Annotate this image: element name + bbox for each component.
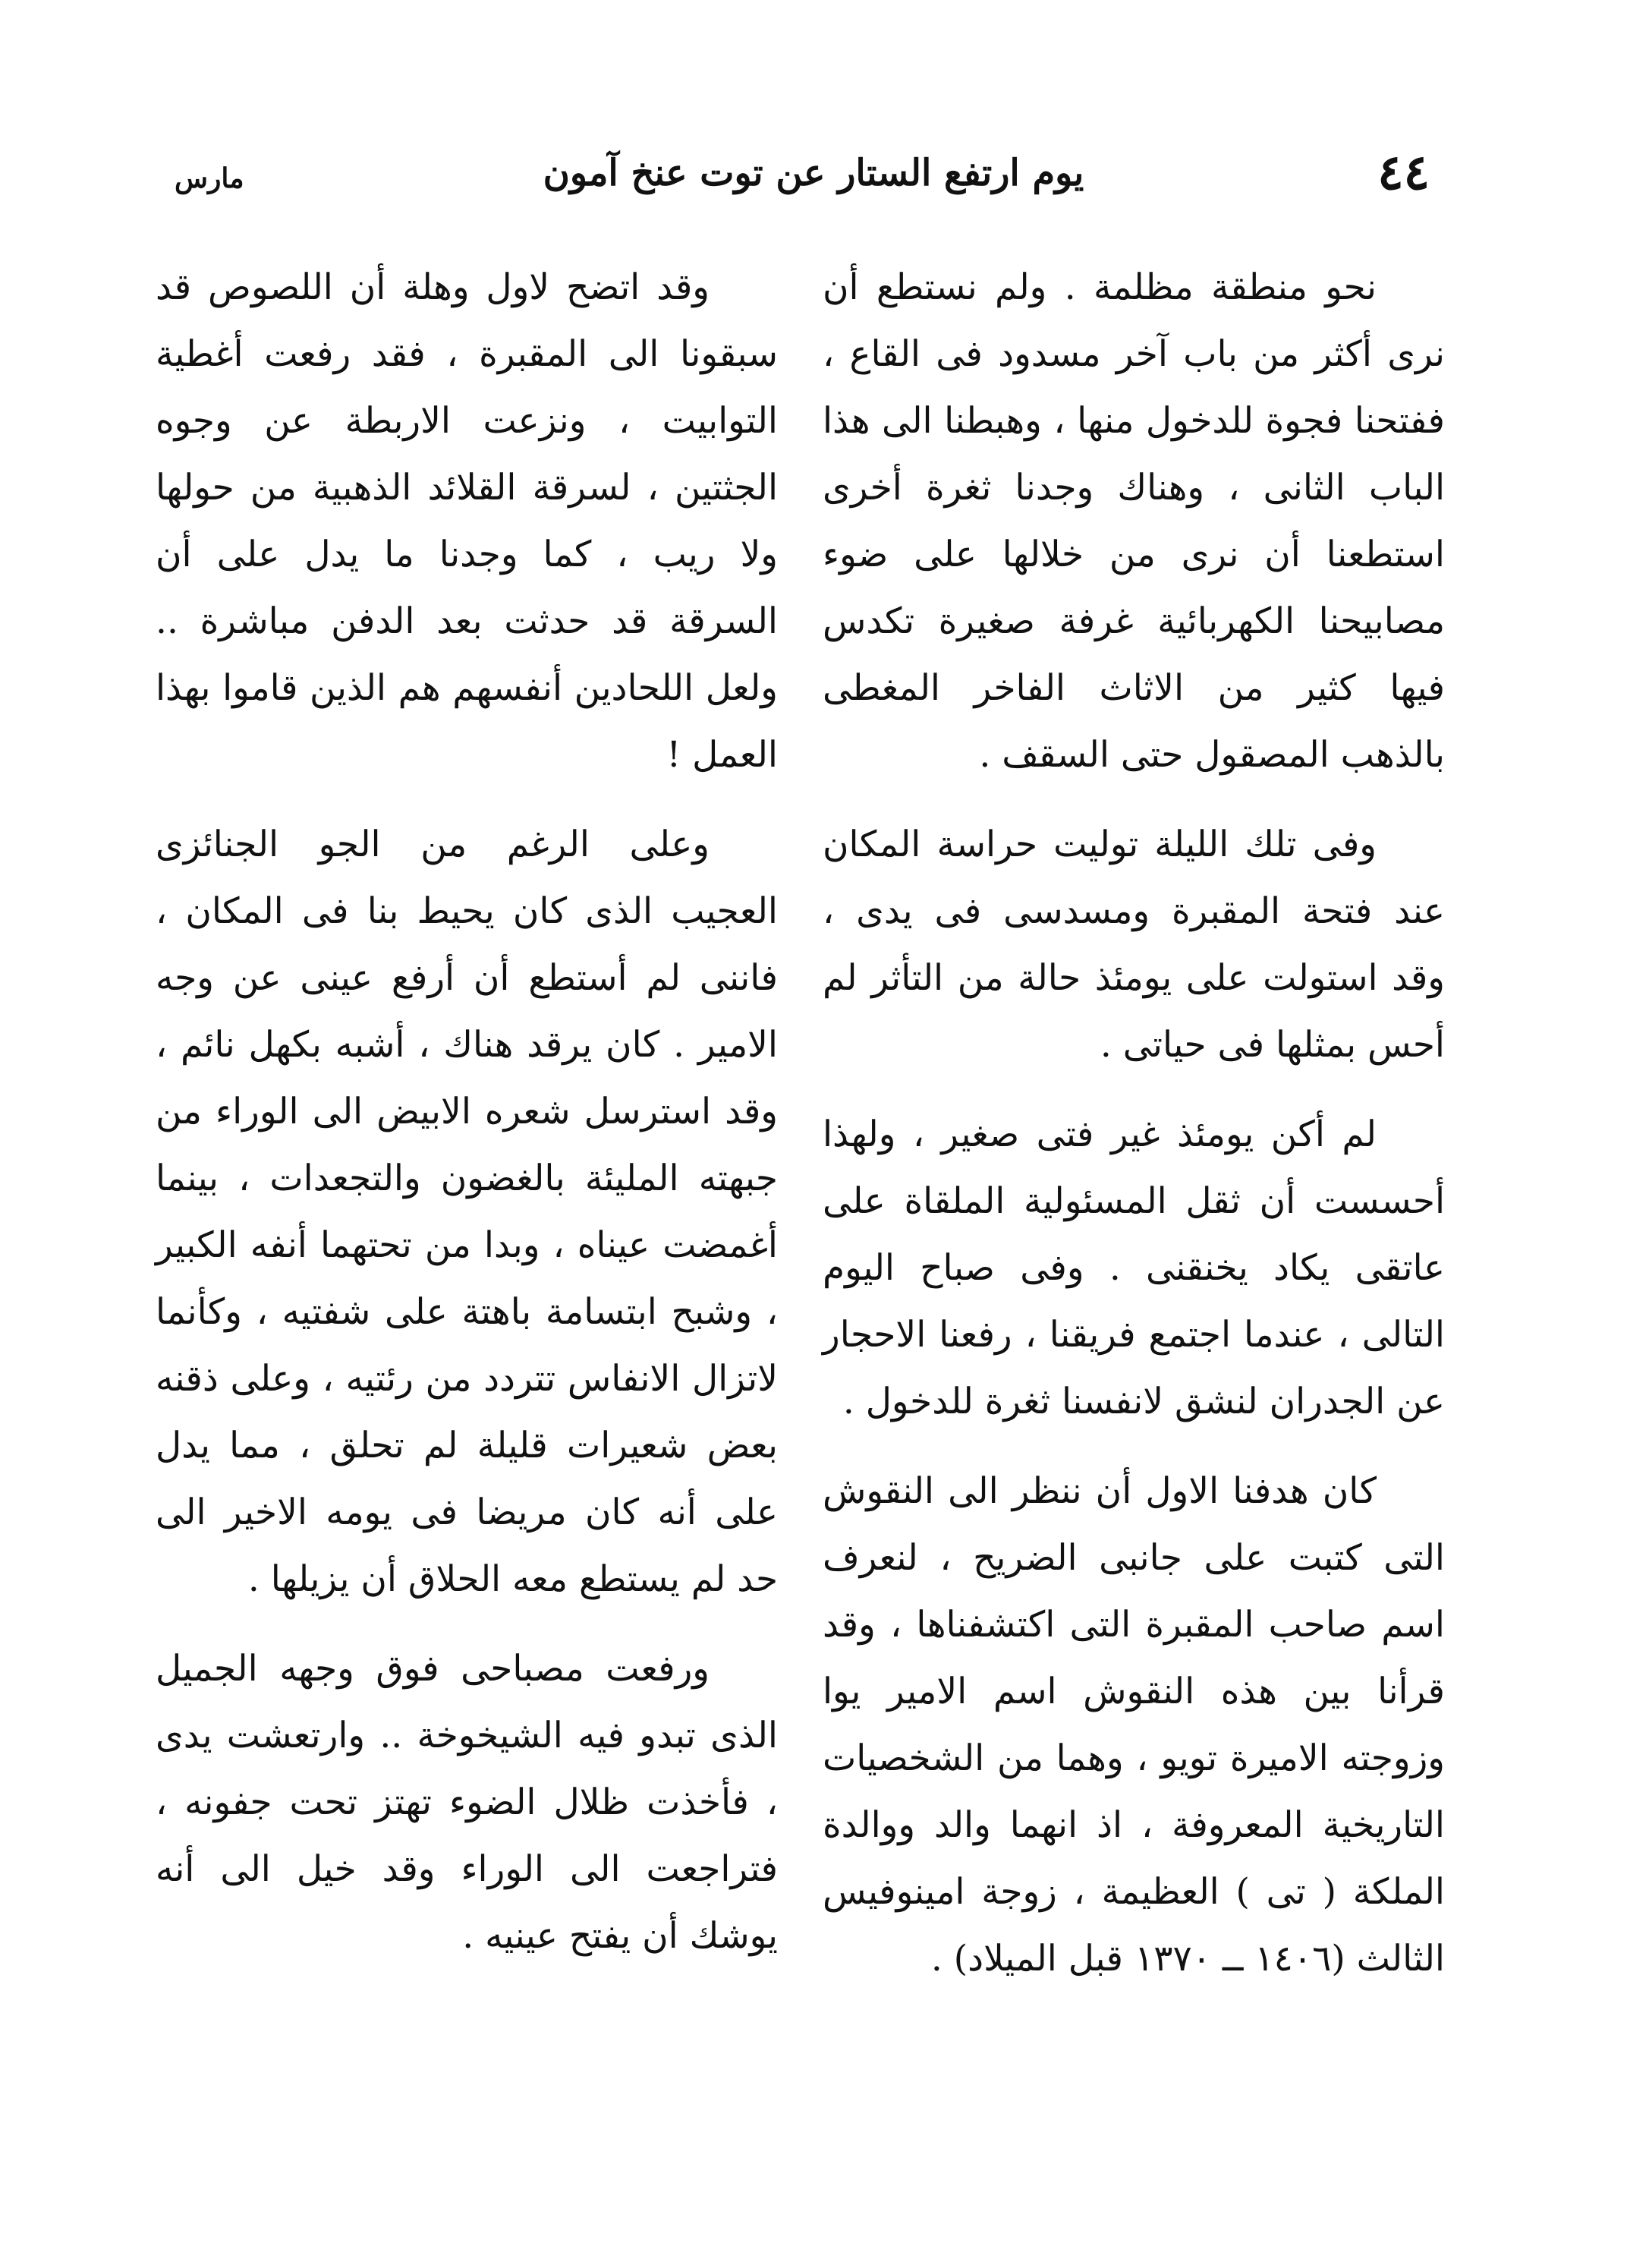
issue-month: مارس: [175, 162, 244, 194]
running-title: يوم ارتفع الستار عن توت عنخ آمون: [543, 152, 1084, 194]
paragraph: وفى تلك الليلة توليت حراسة المكان عند فتحة المقبرة ومسدسى فى يدى ، وقد استولت على يومئذ حالة من التأثر لم أحس بمثلها فى حياتى .: [823, 824, 1445, 1066]
paragraph: ورفعت مصباحى فوق وجهه الجميل الذى تبدو فيه الشيخوخة .. وارتعشت يدى ، فأخذت ظلال الضوء تهتز تحت جفونه ، فتراجعت الى الوراء وقد خيل الى أنه يوشك أن يفتح عينيه .: [156, 1648, 778, 1957]
paragraph: نحو منطقة مظلمة . ولم نستطع أن نرى أكثر من باب آخر مسدود فى القاع ، ففتحنا فجوة للدخول منها ، وهبطنا الى هذا الباب الثانى ، وهناك وجدنا ثغرة أخرى استطعنا أن نرى من خلالها على ضوء مصابيحنا الكهربائية غرفة صغيرة تكدس فيها كثير من الاثاث الفاخر المغطى بالذهب المصقول حتى السقف .: [823, 266, 1445, 776]
page-number: ٤٤: [1377, 144, 1430, 201]
paragraph: لم أكن يومئذ غير فتى صغير ، ولهذا أحسست أن ثقل المسئولية الملقاة على عاتقى يكاد يخنقنى . وفى صباح اليوم التالى ، عندما اجتمع فريقنا ، رفعنا الاحجار عن الجدران لنشق لانفسنا ثغرة للدخول .: [823, 1114, 1445, 1422]
paragraph: وعلى الرغم من الجو الجنائزى العجيب الذى كان يحيط بنا فى المكان ، فاننى لم أستطع أن أرفع عينى عن وجه الامير . كان يرقد هناك ، أشبه بكهل نائم ، وقد استرسل شعره الابيض الى الوراء من جبهته المليئة بالغضون والتجعدات ، بينما أغمضت عيناه ، وبدا من تحتهما أنفه الكبير ، وشبح ابتسامة باهتة على شفتيه ، وكأنما لاتزال الانفاس تتردد من رئتيه ، وعلى ذقنه بعض شعيرات قليلة لم تحلق ، مما يدل على أنه كان مريضا فى يومه الاخير الى حد لم يستطع معه الحلاق أن يزيلها .: [156, 824, 778, 1600]
paragraph: كان هدفنا الاول أن ننظر الى النقوش التى كتبت على جانبى الضريح ، لنعرف اسم صاحب المقبرة التى اكتشفناها ، وقد قرأنا بين هذه النقوش اسم الامير يوا وزوجته الاميرة تويو ، وهما من الشخصيات التاريخية المعروفة ، اذ انهما والد ووالدة الملكة ( تى ) العظيمة ، زوجة امينوفيس الثالث (١٤٠٦ ــ ١٣٧٠ قبل الميلاد) .: [823, 1470, 1445, 1980]
text-column-left: [156, 254, 778, 1970]
paragraph: وقد اتضح لاول وهلة أن اللصوص قد سبقونا الى المقبرة ، فقد رفعت أغطية التوابيت ، ونزعت الاربطة عن وجوه الجثتين ، لسرقة القلائد الذهبية من حولها ولا ريب ، كما وجدنا ما يدل على أن السرقة قد حدثت بعد الدفن مباشرة .. ولعل اللحادين أنفسهم هم الذين قاموا بهذا العمل !: [156, 266, 778, 776]
text-column-right: [823, 254, 1445, 1992]
running-header: [0, 144, 1627, 213]
